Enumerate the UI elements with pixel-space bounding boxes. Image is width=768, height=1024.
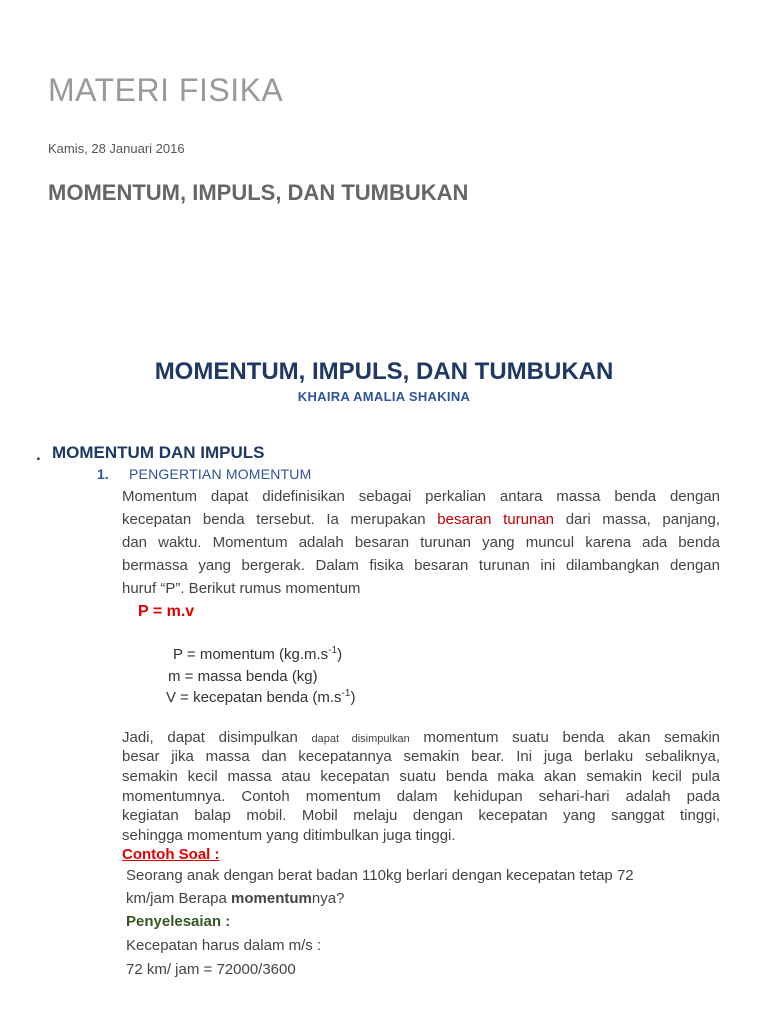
solution-step: Kecepatan harus dalam m/s : <box>126 937 322 954</box>
paragraph-line: sehingga momentum yang ditimbulkan juga tinggi. <box>122 827 456 844</box>
paragraph-line: kegiatan balap mobil. Mobil melaju dengan kecepatan yang sanggat tinggi, <box>122 807 720 824</box>
document-author: KHAIRA AMALIA SHAKINA <box>297 389 471 404</box>
paragraph-line: momentumnya. Contoh momentum dalam kehidupan sehari-hari adalah pada <box>122 788 720 805</box>
question-line: km/jam Berapa momentumnya? <box>126 890 345 907</box>
blog-title[interactable]: MATERI FISIKA <box>48 72 284 108</box>
paragraph-line: bermassa yang bergerak. Dalam fisika besaran turunan ini dilambangkan dengan <box>122 557 720 574</box>
momentum-formula: P = m.v <box>138 603 195 620</box>
solution-step: 72 km/ jam = 72000/3600 <box>126 961 296 978</box>
section-bullet: . <box>36 445 41 464</box>
section-heading: MOMENTUM DAN IMPULS <box>52 443 265 462</box>
question-line: Seorang anak dengan berat badan 110kg berlari dengan kecepatan tetap 72 <box>126 867 634 884</box>
subsection-heading: PENGERTIAN MOMENTUM <box>129 466 312 482</box>
duplicate-small-text: dapat disimpulkan <box>311 733 410 745</box>
post-date: Kamis, 28 Januari 2016 <box>48 141 185 156</box>
paragraph-line: dan waktu. Momentum adalah besaran turunan yang muncul karena ada benda <box>122 534 720 551</box>
paragraph-line: Momentum dapat didefinisikan sebagai perkalian antara massa benda dengan <box>122 488 720 505</box>
paragraph-text: dari massa, panjang, <box>554 511 720 528</box>
paragraph-line: semakin kecil massa atau kecepatan suatu benda maka akan semakin kecil pula <box>122 768 720 785</box>
definition-p: P = momentum $(kg.m.s^{-1})$ <box>173 645 343 663</box>
solution-label: Penyelesaian : <box>126 913 231 930</box>
paragraph-text: kecepatan benda tersebut. Ia merupakan <box>122 511 438 528</box>
post-title[interactable]: MOMENTUM, IMPULS, DAN TUMBUKAN <box>48 180 469 205</box>
subsection-number: 1. <box>97 466 109 482</box>
besaran-turunan-link[interactable]: besaran turunan <box>437 511 555 528</box>
bold-term: momentum <box>231 890 312 907</box>
definition-m: m = massa benda (kg) <box>168 668 318 685</box>
paragraph-line: Jadi, dapat disimpulkan dapat disimpulkan momentum suatu benda akan semakin <box>122 729 720 746</box>
definition-v: V = kecepatan benda $(m.s^{-1})$ <box>166 688 356 706</box>
paragraph-line <box>122 511 720 528</box>
paragraph-line: huruf “P”. Berikut rumus momentum <box>122 580 361 597</box>
document-title: MOMENTUM, IMPULS, DAN TUMBUKAN <box>154 358 614 385</box>
example-label: Contoh Soal : <box>122 846 220 863</box>
paragraph-line: besar jika massa dan kecepatannya semakin bear. Ini juga berlaku sebaliknya, <box>122 748 720 765</box>
